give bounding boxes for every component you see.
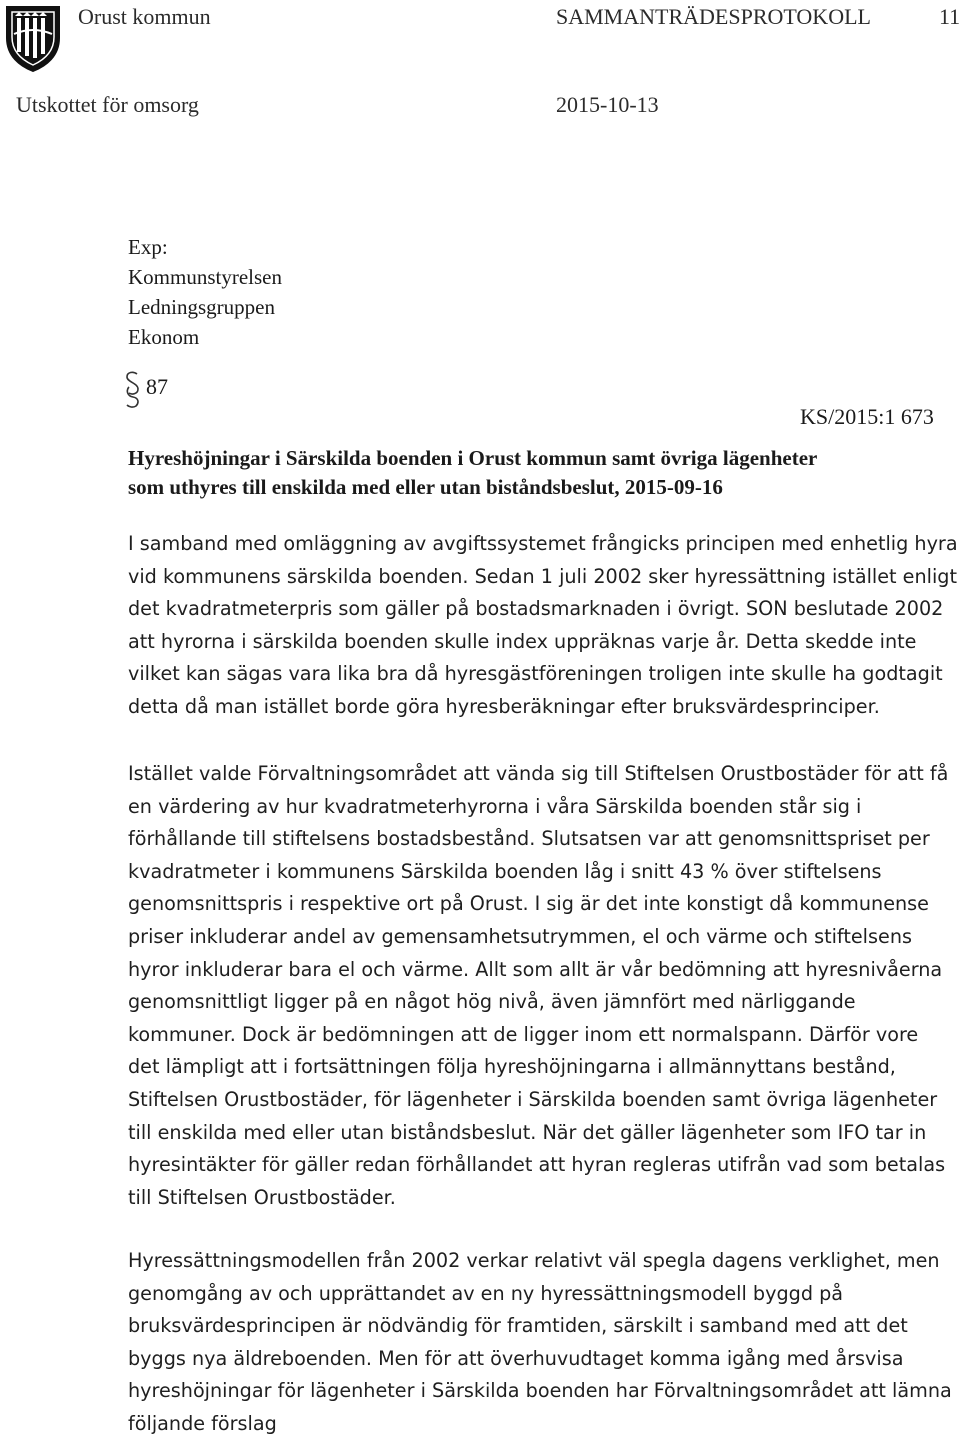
text-line: genomsnittligt ligger på en något hög nivå, även jämnfört med närliggande bbox=[128, 990, 856, 1014]
document-type: SAMMANTRÄDESPROTOKOLL bbox=[556, 4, 871, 29]
text-line: byggs nya äldreboenden. Men för att överhuvudtaget komma igång med årsvisa bbox=[128, 1346, 904, 1370]
paragraph-number: 87 bbox=[146, 374, 168, 399]
text-line: det lämpligt att i fortsättningen följa hyreshöjningarna i allmännyttans bestånd, bbox=[128, 1055, 896, 1079]
committee-name: Utskottet för omsorg bbox=[16, 92, 199, 117]
body-paragraph-1 bbox=[128, 528, 958, 724]
text-line: att hyrorna i särskilda boenden skulle index uppräknas varje år. Detta skedde inte bbox=[128, 629, 917, 653]
body-paragraph-3 bbox=[128, 1245, 952, 1441]
section-sign-icon bbox=[122, 370, 144, 410]
text-line: Istället valde Förvaltningsområdet att vända sig till Stiftelsen Orustbostäder för att få bbox=[128, 762, 949, 785]
expedition-list bbox=[128, 232, 282, 352]
organization-name: Orust kommun bbox=[78, 4, 211, 29]
text-line: till enskilda med eller utan biståndsbeslut. När det gäller lägenheter som IFO tar in bbox=[128, 1120, 927, 1144]
case-reference: KS/2015:1 673 bbox=[800, 404, 934, 429]
meeting-date: 2015-10-13 bbox=[556, 92, 659, 117]
expedition-recipient: Ledningsgruppen bbox=[128, 295, 275, 319]
heading-line: som uthyres till enskilda med eller utan biståndsbeslut, 2015-09-16 bbox=[128, 475, 723, 499]
text-line: vilket kan sägas vara lika bra då hyresgästföreningen troligen inte skulle ha godtagit bbox=[128, 662, 943, 686]
page-number: 11 bbox=[939, 4, 960, 29]
text-line: det kvadratmeterpris som gäller på bostadsmarknaden i övrigt. SON beslutade 2002 bbox=[128, 597, 944, 621]
text-line: vid kommunens särskilda boenden. Sedan 1 juli 2002 sker hyressättning istället enligt bbox=[128, 564, 958, 588]
heading-line: Hyreshöjningar i Särskilda boenden i Orust kommun samt övriga lägenheter bbox=[128, 446, 818, 470]
text-line: kvadratmeter i kommunens Särskilda boenden låg i snitt 43 % över stiftelsens bbox=[128, 859, 882, 883]
expedition-recipient: Kommunstyrelsen bbox=[128, 265, 282, 289]
text-line: hyror inkluderar bara el och värme. Allt som allt är vår bedömning att hyresnivåerna bbox=[128, 957, 943, 981]
text-line: I samband med omläggning av avgiftssystemet frångicks principen med enhetlig hyra bbox=[128, 532, 958, 555]
text-line: priser inkluderar andel av gemensamhetsutrymmen, el och värme och stiftelsens bbox=[128, 924, 912, 948]
text-line: Stiftelsen Orustbostäder, för lägenheter i Särskilda boenden samt övriga lägenheter bbox=[128, 1087, 938, 1111]
text-line: följande förslag bbox=[128, 1411, 277, 1435]
text-line: kommuner. Dock är bedömningen att de ligger inom ett normalspann. Därför vore bbox=[128, 1022, 919, 1046]
text-line: en värdering av hur kvadratmeterhyrorna i våra Särskilda boenden står sig i bbox=[128, 794, 862, 818]
text-line: hyresintäkter för gäller redan förhållandet att hyran regleras utifrån vad som betalas bbox=[128, 1153, 946, 1177]
text-line: detta då man istället borde göra hyresberäkningar efter bruksvärdesprinciper. bbox=[128, 694, 880, 718]
agenda-heading bbox=[128, 444, 958, 502]
expedition-recipient: Ekonom bbox=[128, 325, 200, 349]
text-line: genomgång av och upprättandet av en ny hyressättningsmodell byggd på bbox=[128, 1281, 844, 1305]
text-line: bruksvärdesprincipen är nödvändig för framtiden, särskilt i samband med att det bbox=[128, 1314, 908, 1338]
text-line: till Stiftelsen Orustbostäder. bbox=[128, 1185, 396, 1209]
municipal-coat-of-arms-icon bbox=[4, 4, 62, 74]
text-line: förhållande till stiftelsens bostadsbestånd. Slutsatsen var att genomsnittspriset per bbox=[128, 827, 930, 851]
body-paragraph-2 bbox=[128, 758, 948, 1214]
text-line: genomsnittspris i respektive ort på Orust. I sig är det inte konstigt då kommunense bbox=[128, 892, 929, 916]
text-line: hyreshöjningar för lägenheter i Särskilda boenden har Förvaltningsområdet att lämna bbox=[128, 1379, 952, 1403]
expedition-label: Exp: bbox=[128, 235, 168, 259]
text-line: Hyressättningsmodellen från 2002 verkar relativt väl spegla dagens verklighet, men bbox=[128, 1249, 940, 1272]
